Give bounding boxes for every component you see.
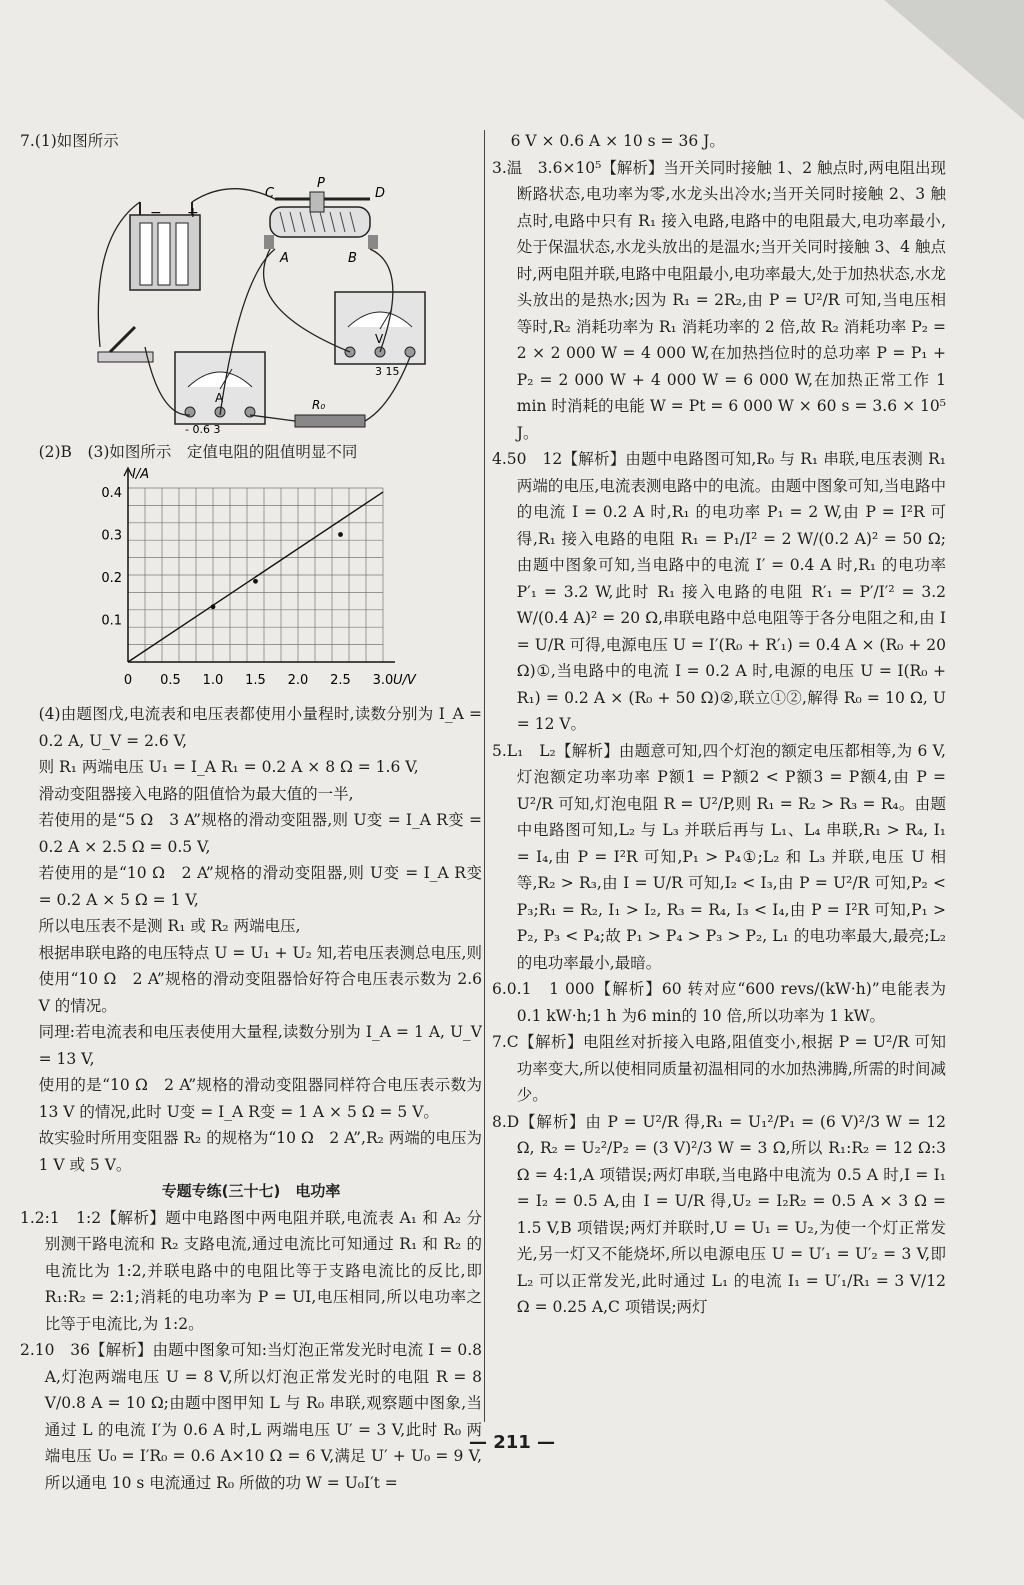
x-tick-label: 2.0	[287, 673, 309, 688]
data-point	[253, 579, 258, 584]
section-title: 专题专练(三十七) 电功率	[161, 1182, 341, 1200]
q7-part4	[20, 701, 482, 1178]
y-axis-label: I/A	[132, 467, 150, 482]
rheostat-a-label: A	[280, 250, 289, 266]
q7-part2: (2)B (3)如图所示 定值电阻的阻值明显不同	[38, 442, 358, 461]
answer-5: 5.L₁ L₂【解析】由题意可知,四个灯泡的额定电压都相等,为 6 V,灯泡额定功率功率 P额1 = P额2 < P额3 = P额4,由 P = U²/R 可知,灯泡电阻 R = U²/P,则 R₁ = R₂ > R₃ = R₄。由题中电路图可知,L₂ 与 L₃ 并联后再与 L₁、L₄ 串联,R₁ > R₄, I₁ = I₄,由 P = I²R 可知,P₁ > P₄①;L₂ 和 L₃ 并联,电压 U 相等,R₂ > R₃,由 I = U/R 可知,I₂ < I₃,由 P = U²/R 可知,P₂ < P₃;R₁ = R₂, I₁ > I₂, R₃ = R₄, I₃ < I₄,由 P = I²R 可知,P₁ > P₂, P₃ < P₄;故 P₁ > P₄ > P₃ > P₂, L₁ 的电功率最大,最亮;L₂ 的电功率最小,最暗。	[492, 741, 946, 972]
switch-icon	[98, 327, 153, 362]
answer-4: 4.50 12【解析】由题中电路图可知,R₀ 与 R₁ 串联,电压表测 R₁ 两端的电压,电流表测电路中的电流。由题中图象可知,当电路中的电流 I = 0.2 A 时,R₁ 的电功率 P₁ = 2 W,由 P = I²R 可得,R₁ 接入电路的电阻 R₁ = P₁/I² = 2 W/(0.2 A)² = 50 Ω;由题中图象可知,当电路中的电流 I′ = 0.4 A 时,R₁ 的电功率 P′₁ = 3.2 W,此时 R₁ 接入电路的电阻 R′₁ = P′/I′² = 3.2 W/(0.4 A)² = 20 Ω,串联电路中总电阻等于各分电阻之和,由 I = U/R 可得,电源电压 U = I′(R₀ + R′₁) = 0.4 A × (R₀ + 20 Ω)①,当电路中的电流 I = 0.2 A 时,电源的电压 U = I(R₀ + R₁) = 0.2 A × (R₀ + 50 Ω)②,联立①②,解得 R₀ = 10 Ω, U = 12 V。	[492, 450, 946, 733]
answer-8: 8.D【解析】由 P = U²/R 得,R₁ = U₁²/P₁ = (6 V)²/3 W = 12 Ω, R₂ = U₂²/P₂ = (3 V)²/3 W = 3 Ω,所以 R₁:R₂ = 12 Ω:3 Ω = 4:1,A 项错误;两灯串联,当电路中电流为 0.5 A 时,I = I₁ = I₂ = 0.5 A,由 I = U/R 得,U₂ = I₂R₂ = 0.5 A × 3 Ω = 1.5 V,B 项错误;两灯并联时,U = U₁ = U₂,为使一个灯正常发光,另一灯又不能烧坏,所以电源电压 U = U′₁ = U′₂ = 3 V,即 L₂ 可以正常发光,此时通过 L₁ 的电流 I₁ = U′₁/R₁ = 3 V/12 Ω = 0.25 A,C 项错误;两灯	[492, 1112, 946, 1316]
ammeter-scale-label: - 0.6 3	[185, 422, 221, 436]
page-corner-fold	[884, 0, 1024, 120]
q7-part1: 7.(1)如图所示	[20, 132, 119, 150]
x-tick-label: 1.5	[245, 673, 266, 688]
answer-6: 6.0.1 1 000【解析】60 转对应“600 revs/(kW·h)”电能表为 0.1 kW·h;1 h 为6 min的 10 倍,所以功率为 1 kW。	[492, 980, 946, 1025]
iu-chart	[100, 467, 416, 699]
answer-1: 1.2:1 1:2【解析】题中电路图中两电阻并联,电流表 A₁ 和 A₂ 分别测干路电流和 R₂ 支路电流,通过电流比可知通过 R₁ 和 R₂ 的电流比为 1:2,并联电路中的电阻比等于支路电流比的反比,即 R₁:R₂ = 2:1;消耗的电功率为 P = UI,电压相同,所以电功率之比等于电流比,为 1:2。	[20, 1208, 482, 1333]
rheostat-d-label: D	[375, 185, 386, 201]
left-column	[20, 128, 482, 1496]
battery-minus-label: −	[150, 204, 162, 221]
y-tick-label: 0.1	[101, 613, 122, 629]
circuit-figure	[80, 157, 440, 437]
voltmeter-label: V	[375, 331, 384, 346]
voltmeter-scale-label: 3 15	[375, 364, 400, 378]
x-tick-label: 1.0	[202, 673, 224, 688]
data-point	[338, 532, 343, 537]
y-tick-label: 0.2	[101, 571, 122, 586]
q7-line: 若使用的是“5 Ω 3 A”规格的滑动变阻器,则 U变 = I_A R变 = 0.2 A × 2.5 Ω = 0.5 V,	[38, 811, 482, 856]
y-tick-label: 0.4	[101, 486, 122, 501]
rheostat-icon	[264, 192, 378, 249]
iu-chart-svg	[100, 467, 416, 699]
rheostat-b-label: B	[348, 250, 357, 266]
q7-line: 滑动变阻器接入电路的阻值恰为最大值的一半,	[38, 784, 354, 803]
q7-line: 则 R₁ 两端电压 U₁ = I_A R₁ = 0.2 A × 8 Ω = 1.6 V,	[38, 758, 419, 776]
q7-line: 根据串联电路的电压特点 U = U₁ + U₂ 知,若电压表测总电压,则使用“10 Ω 2 A”规格的滑动变阻器恰好符合电压表示数为 2.6 V 的情况。	[38, 943, 482, 1015]
rheostat-p-label: P	[317, 175, 325, 191]
r0-label: R₀	[312, 397, 326, 412]
rheostat-c-label: C	[265, 185, 275, 201]
q7-line: 所以电压表不是测 R₁ 或 R₂ 两端电压,	[38, 917, 301, 935]
battery-plus-label: +	[187, 204, 199, 221]
q7-line: 故实验时所用变阻器 R₂ 的规格为“10 Ω 2 A”,R₂ 两端的电压为 1 V 或 5 V。	[38, 1129, 482, 1174]
column-divider	[484, 130, 485, 1422]
x-tick-label: 3.0	[372, 673, 394, 688]
answer-3: 3.温 3.6×10⁵【解析】当开关同时接触 1、2 触点时,两电阻出现断路状态,电功率为零,水龙头出冷水;当开关同时接触 2、3 触点时,电路中只有 R₁ 接入电路,电路中的电阻最大,电功率最小,处于保温状态,水龙头放出的是温水;当开关同时接触 3、4 触点时,两电阻并联,电路中电阻最小,电功率最大,处于加热状态,水龙头放出的是热水;因为 R₁ = 2R₂,由 P = U²/R 可知,当电压相等时,R₂ 消耗功率为 R₁ 消耗功率的 2 倍,故 R₂ 消耗功率 P₂ = 2 × 2 000 W = 4 000 W,在加热挡位时的总功率 P = P₁ + P₂ = 2 000 W + 4 000 W = 6 000 W,在加热正常工作 1 min 时消耗的电能 W = Pt = 6 000 W × 60 s = 3.6 × 10⁵ J。	[492, 158, 946, 442]
answer-2: 2.10 36【解析】由题中图象可知:当灯泡正常发光时电流 I = 0.8 A,灯泡两端电压 U = 8 V,所以灯泡正常发光时的电阻 R = 8 V/0.8 A = 10 Ω;由题中图甲知 L 与 R₀ 串联,观察题中图象,当通过 L 的电流 I′为 0.6 A 时,L 两端电压 U′ = 3 V,此时 R₀ 两端电压 U₀ = I′R₀ = 0.6 A×10 Ω = 6 V,满足 U′ + U₀ = 9 V,所以通电 10 s 电流通过 R₀ 所做的功 W = U₀I′t =	[20, 1341, 482, 1492]
page-number: — 211 —	[468, 1432, 556, 1453]
q7-line: (4)由题图戊,电流表和电压表都使用小量程时,读数分别为 I_A = 0.2 A, U_V = 2.6 V,	[38, 705, 482, 750]
data-point	[211, 604, 216, 609]
x-axis-label: U/V	[393, 673, 416, 688]
x-tick-label: 0	[123, 673, 133, 688]
ammeter-label: A	[215, 390, 224, 405]
answer-7: 7.C【解析】电阻丝对折接入电路,阻值变小,根据 P = U²/R 可知功率变大,所以使相同质量初温相同的水加热沸腾,所需的时间减少。	[492, 1033, 946, 1104]
right-column	[492, 128, 946, 1321]
q7-line: 同理:若电流表和电压表使用大量程,读数分别为 I_A = 1 A, U_V = 13 V,	[38, 1023, 482, 1068]
x-tick-label: 2.5	[330, 673, 351, 688]
circuit-diagram	[80, 157, 440, 437]
resistor-r0-icon	[295, 415, 365, 427]
x-tick-label: 0.5	[160, 673, 181, 688]
voltmeter-icon	[335, 292, 425, 364]
answer-2-continued: 6 V × 0.6 A × 10 s = 36 J。	[510, 132, 725, 150]
q7-line: 使用的是“10 Ω 2 A”规格的滑动变阻器同样符合电压表示数为 13 V 的情况,此时 U变 = I_A R变 = 1 A × 5 Ω = 5 V。	[38, 1076, 482, 1121]
y-tick-label: 0.3	[101, 528, 122, 544]
data-line	[128, 492, 383, 662]
q7-line: 若使用的是“10 Ω 2 A”规格的滑动变阻器,则 U变 = I_A R变 = 0.2 A × 5 Ω = 1 V,	[38, 864, 482, 909]
